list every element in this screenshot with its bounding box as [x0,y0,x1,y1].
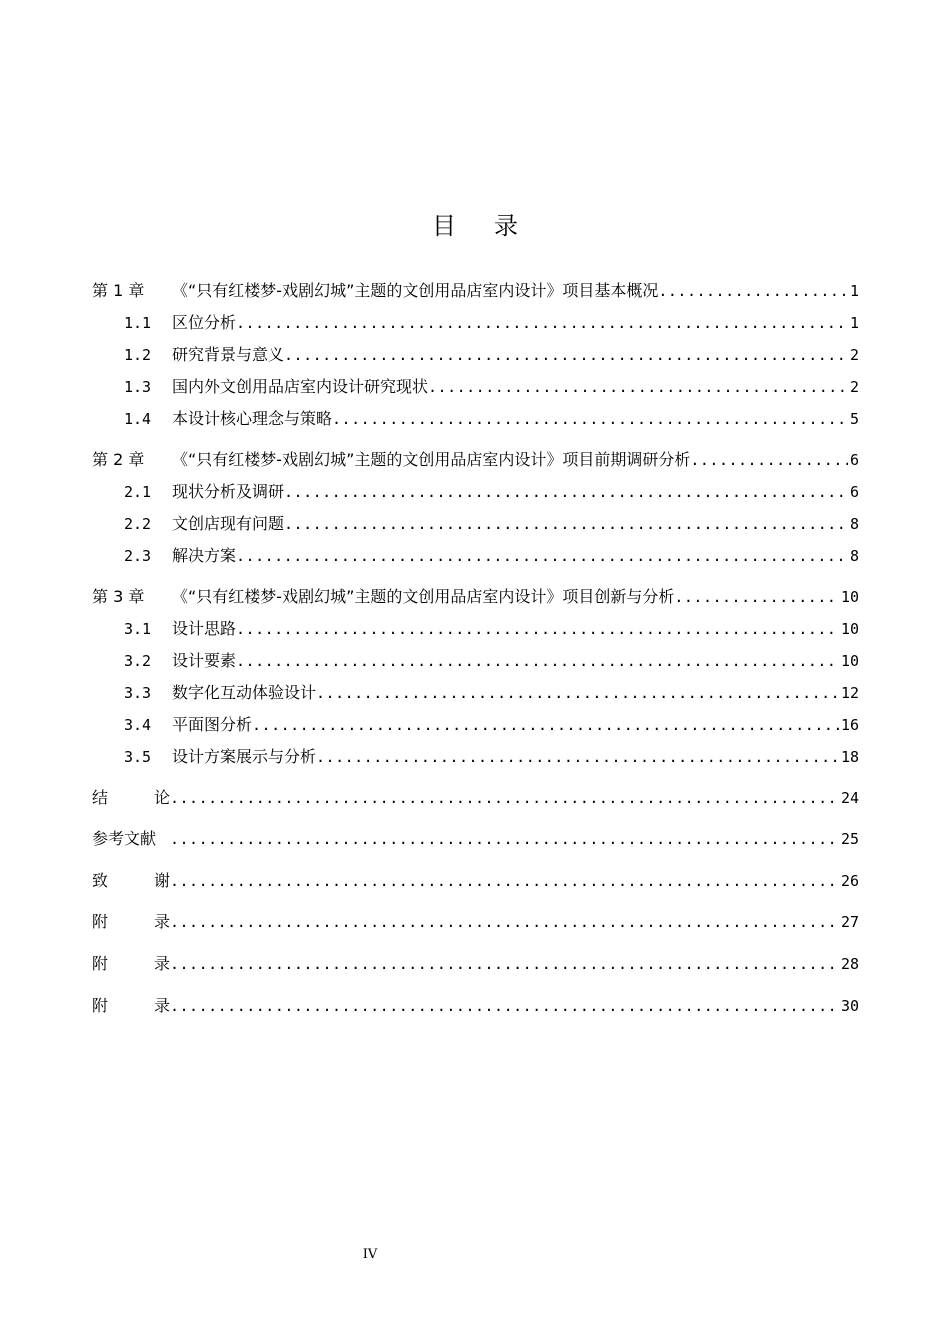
toc-section-2-1[interactable] [124,480,859,504]
page-number: 10 [840,620,859,638]
entry-title [92,910,170,934]
page-number: 12 [840,684,859,702]
page-number: 24 [840,789,859,807]
dot-leader [658,279,848,303]
page-number: 2 [849,346,859,364]
dot-leader [170,869,839,893]
page-number: 2 [849,378,859,396]
toc-references[interactable] [92,827,859,851]
section-title: 解决方案 [172,546,237,565]
page-number: 16 [840,716,859,734]
footer-page-number: IV [362,1247,378,1262]
page-number: 26 [840,872,859,890]
dot-leader [284,480,848,504]
entry-title: 参考文献 [92,829,157,848]
chapter-number: 第 1 章 [92,281,145,300]
dot-leader [284,343,848,367]
page-number: 8 [849,515,859,533]
toc-appendix-2[interactable] [92,952,859,976]
section-title: 数字化互动体验设计 [172,683,317,702]
entry-title [92,952,170,976]
toc-acknowledgements[interactable] [92,869,859,893]
dot-leader [674,585,839,609]
chapter-title: 《“只有红楼梦-戏剧幻城”主题的文创用品店室内设计》项目创新与分析 [172,587,675,606]
page-title [0,208,950,244]
dot-leader [170,827,839,851]
section-number: 3.3 [124,684,152,702]
section-number: 1.1 [124,314,152,332]
page-number: 25 [840,830,859,848]
section-title: 平面图分析 [172,715,253,734]
toc-section-1-1[interactable] [124,311,859,335]
chapter-number: 第 3 章 [92,587,145,606]
page-title-char-1: 目 [432,212,494,240]
entry-title-char: 录 [153,954,170,973]
dot-leader [316,745,839,769]
page-number: 1 [849,314,859,332]
dot-leader [236,544,848,568]
page-number: 10 [840,588,859,606]
section-title: 文创店现有问题 [172,514,285,533]
page-number: 28 [840,955,859,973]
page-number: 30 [840,997,859,1015]
section-title: 研究背景与意义 [172,345,285,364]
dot-leader [284,512,848,536]
section-number: 2.1 [124,483,152,501]
dot-leader [332,407,848,431]
entry-title-char: 致 [92,871,109,890]
entry-title-char: 录 [153,912,170,931]
toc-section-1-2[interactable] [124,343,859,367]
toc-section-1-4[interactable] [124,407,859,431]
toc-section-3-3[interactable] [124,681,859,705]
dot-leader [170,786,839,810]
entry-title-char: 附 [92,912,109,931]
page-number: 8 [849,547,859,565]
page-number: 10 [840,652,859,670]
toc-chapter-2[interactable] [92,448,859,472]
entry-title [92,994,170,1018]
dot-leader [428,375,848,399]
dot-leader [170,952,839,976]
entry-title-char: 结 [92,788,109,807]
section-number: 2.3 [124,547,152,565]
toc-chapter-3[interactable] [92,585,859,609]
toc-section-1-3[interactable] [124,375,859,399]
toc-section-3-5[interactable] [124,745,859,769]
entry-title-char: 附 [92,996,109,1015]
section-title: 设计要素 [172,651,237,670]
page-number: 1 [849,282,859,300]
section-title: 区位分析 [172,313,237,332]
chapter-number: 第 2 章 [92,450,145,469]
entry-title-char: 附 [92,954,109,973]
toc-section-2-2[interactable] [124,512,859,536]
section-number: 1.2 [124,346,152,364]
section-number: 3.4 [124,716,152,734]
entry-title [92,869,170,893]
toc-appendix-3[interactable] [92,994,859,1018]
page-number: 6 [849,451,859,469]
toc-chapter-1[interactable] [92,279,859,303]
section-title: 设计方案展示与分析 [172,747,317,766]
toc-section-3-1[interactable] [124,617,859,641]
section-title: 现状分析及调研 [172,482,285,501]
dot-leader [236,311,848,335]
dot-leader [170,910,839,934]
chapter-title: 《“只有红楼梦-戏剧幻城”主题的文创用品店室内设计》项目前期调研分析 [172,450,691,469]
toc-conclusion[interactable] [92,786,859,810]
dot-leader [316,681,839,705]
page-number: 18 [840,748,859,766]
page-number: 5 [849,410,859,428]
section-number: 3.2 [124,652,152,670]
page-number: 27 [840,913,859,931]
toc-section-3-2[interactable] [124,649,859,673]
toc-appendix-1[interactable] [92,910,859,934]
page-number: 6 [849,483,859,501]
section-number: 3.1 [124,620,152,638]
section-title: 设计思路 [172,619,237,638]
dot-leader [690,448,848,472]
section-number: 1.4 [124,410,152,428]
section-title: 国内外文创用品店室内设计研究现状 [172,377,429,396]
chapter-title: 《“只有红楼梦-戏剧幻城”主题的文创用品店室内设计》项目基本概况 [172,281,659,300]
dot-leader [170,994,839,1018]
toc-section-3-4[interactable] [124,713,859,737]
section-number: 3.5 [124,748,152,766]
dot-leader [236,649,839,673]
entry-title-char: 录 [153,996,170,1015]
toc-section-2-3[interactable] [124,544,859,568]
section-number: 2.2 [124,515,152,533]
entry-title [92,786,170,810]
entry-title-char: 论 [153,788,170,807]
section-number: 1.3 [124,378,152,396]
dot-leader [252,713,839,737]
page-title-char-2: 录 [494,212,556,240]
dot-leader [236,617,839,641]
entry-title-char: 谢 [153,871,170,890]
section-title: 本设计核心理念与策略 [172,409,333,428]
